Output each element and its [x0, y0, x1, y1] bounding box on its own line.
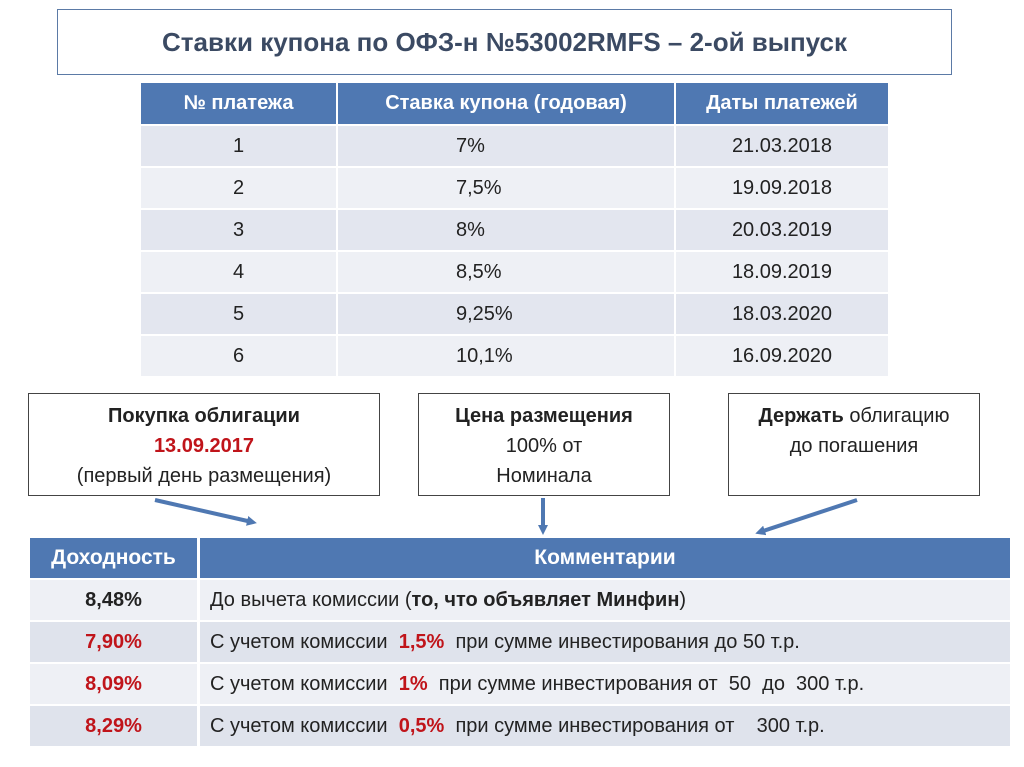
yield-comment — [199, 621, 1011, 663]
commission-rate: 1,5% — [398, 630, 445, 653]
arrow-right — [760, 500, 857, 532]
yield-value: 8,09% — [30, 663, 199, 705]
coupon-rate: 8% — [337, 209, 675, 251]
purchase-title: Покупка облигации — [108, 405, 300, 427]
payment-date: 18.03.2020 — [675, 293, 889, 335]
hold-line2: до погашения — [789, 435, 919, 457]
coupon-rate: 8,5% — [337, 251, 675, 293]
page-title: Ставки купона по ОФЗ-н №53002RMFS – 2-ой выпуск — [57, 9, 952, 75]
comment-post: при сумме инвестирования от 300 т.р. — [444, 714, 825, 737]
comment-pre: До вычета комиссии ( — [210, 588, 412, 611]
payment-number: 3 — [141, 209, 337, 251]
header-comments: Комментарии — [199, 538, 1011, 579]
price-title: Цена размещения — [455, 405, 633, 427]
coupon-rate: 10,1% — [337, 335, 675, 377]
hold-bold: Держать — [758, 405, 844, 427]
coupon-rate: 9,25% — [337, 293, 675, 335]
header-yield: Доходность — [30, 538, 199, 579]
comment-bold: то, что объявляет Минфин — [411, 588, 680, 611]
price-line1: 100% от — [505, 435, 583, 457]
purchase-note: (первый день размещения) — [76, 465, 332, 487]
comment-post: при сумме инвестирования от 50 до 300 т.р. — [427, 672, 865, 695]
coupon-rate: 7,5% — [337, 167, 675, 209]
comment-pre: С учетом комиссии — [210, 672, 399, 695]
yield-comment — [199, 663, 1011, 705]
arrow-left — [155, 500, 252, 522]
table-row — [30, 663, 1010, 705]
comment-post: ) — [679, 588, 687, 611]
yield-value: 8,29% — [30, 705, 199, 747]
payment-date: 18.09.2019 — [675, 251, 889, 293]
header-coupon-rate: Ставка купона (годовая) — [337, 83, 675, 125]
hold-rest: облигацию — [849, 405, 950, 427]
commission-rate: 1% — [398, 672, 428, 695]
payment-date: 20.03.2019 — [675, 209, 889, 251]
yield-value: 8,48% — [30, 579, 199, 621]
payment-number: 6 — [141, 335, 337, 377]
header-payment-number: № платежа — [141, 83, 337, 125]
yield-table — [30, 538, 1010, 748]
coupon-rate: 7% — [337, 125, 675, 167]
comment-pre: С учетом комиссии — [210, 630, 399, 653]
header-payment-dates: Даты платежей — [675, 83, 889, 125]
table-row — [30, 621, 1010, 663]
payment-number: 4 — [141, 251, 337, 293]
yield-comment — [199, 705, 1011, 747]
commission-rate: 0,5% — [398, 714, 445, 737]
payment-number: 1 — [141, 125, 337, 167]
purchase-date: 13.09.2017 — [153, 435, 255, 457]
payment-date: 19.09.2018 — [675, 167, 889, 209]
table-row — [30, 705, 1010, 747]
comment-post: при сумме инвестирования до 50 т.р. — [444, 630, 800, 653]
table-row — [30, 579, 1010, 621]
payment-number: 2 — [141, 167, 337, 209]
price-line2: Номинала — [496, 465, 592, 487]
yield-comment — [199, 579, 1011, 621]
payment-date: 21.03.2018 — [675, 125, 889, 167]
comment-pre: С учетом комиссии — [210, 714, 399, 737]
payment-number: 5 — [141, 293, 337, 335]
yield-value: 7,90% — [30, 621, 199, 663]
payment-date: 16.09.2020 — [675, 335, 889, 377]
